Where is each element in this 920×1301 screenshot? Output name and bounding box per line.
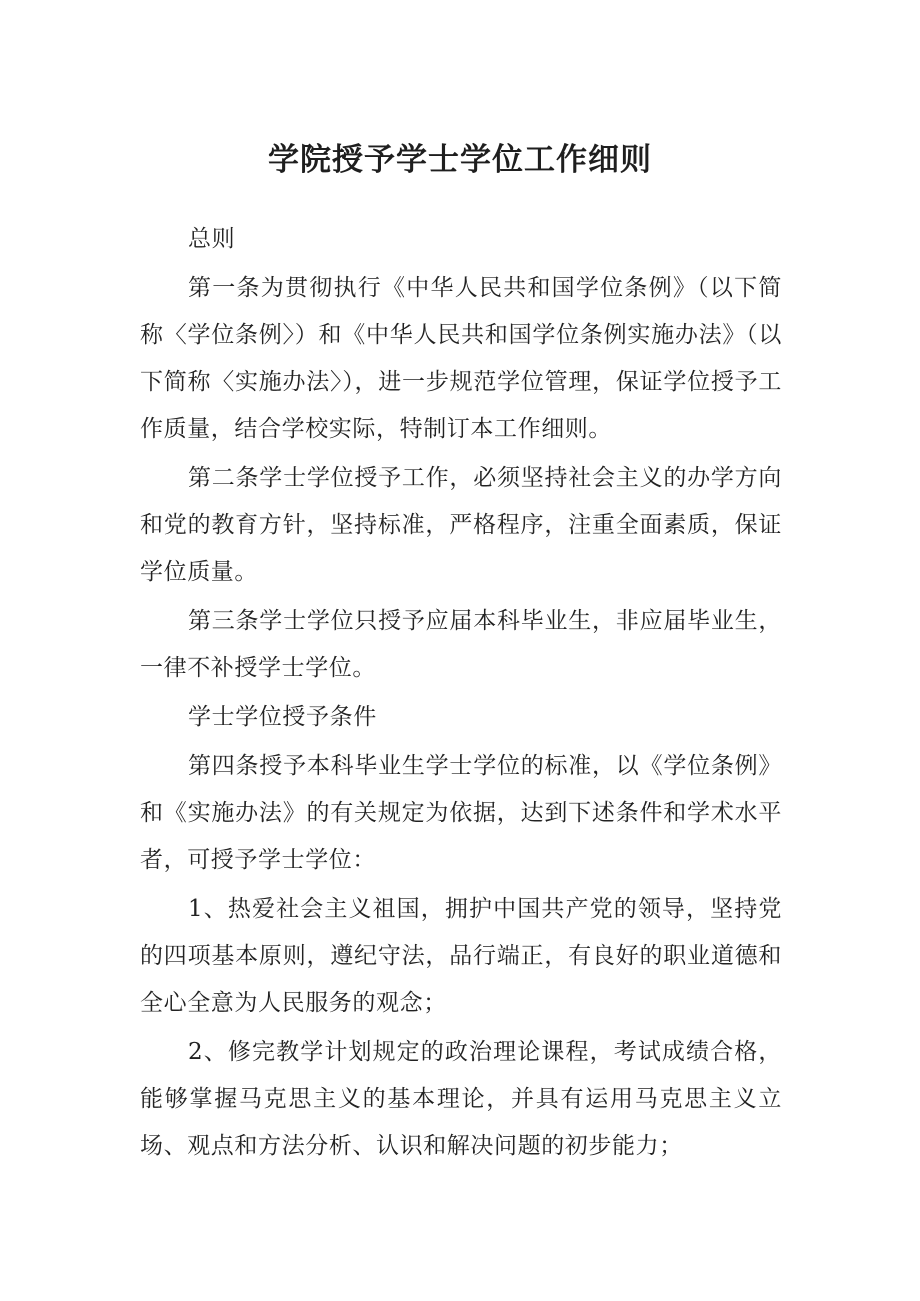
article-4-paragraph: 第四条授予本科毕业生学士学位的标准，以《学位条例》和《实施办法》的有关规定为依据，达到下述条件和学术水平者，可授予学士学位： (140, 753, 782, 873)
condition-2-paragraph: 2、修完教学计划规定的政治理论课程，考试成绩合格，能够掌握马克思主义的基本理论，并具有运用马克思主义立场、观点和方法分析、认识和解决问题的初步能力； (140, 1039, 782, 1159)
document-body (140, 216, 782, 1172)
article-1-paragraph: 第一条为贯彻执行《中华人民共和国学位条例》（以下简称〈学位条例〉）和《中华人民共和国学位条例实施办法》（以下简称〈实施办法〉），进一步规范学位管理，保证学位授予工作质量，结合学校实际，特制订本工作细则。 (140, 275, 782, 442)
condition-1-paragraph: 1、热爱社会主义祖国，拥护中国共产党的领导，坚持党的四项基本原则，遵纪守法，品行端正，有良好的职业道德和全心全意为人民服务的观念； (140, 896, 782, 1016)
section-heading-conditions: 学士学位授予条件 (188, 704, 377, 730)
article-3-paragraph: 第三条学士学位只授予应届本科毕业生，非应届毕业生，一律不补授学士学位。 (140, 608, 782, 681)
document-title: 学院授予学士学位工作细则 (268, 142, 652, 178)
article-2-paragraph: 第二条学士学位授予工作，必须坚持社会主义的办学方向和党的教育方针，坚持标准，严格程序，注重全面素质，保证学位质量。 (140, 465, 782, 585)
section-heading-general: 总则 (188, 226, 236, 252)
